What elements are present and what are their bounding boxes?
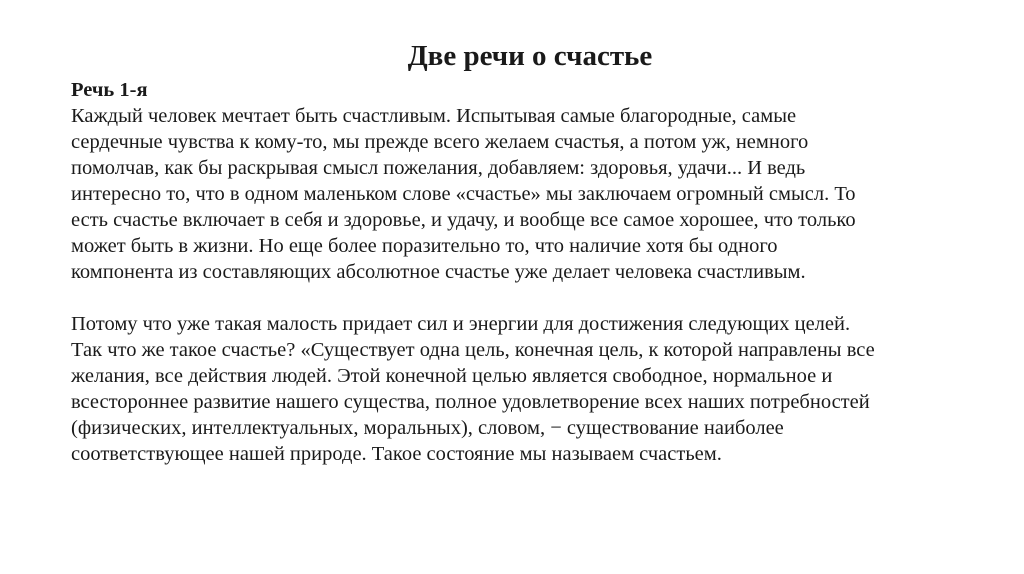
text-line: Потому что уже такая малость придает сил и энергии для достижения следующих целей. xyxy=(71,313,851,335)
speech-heading: Речь 1-я xyxy=(71,79,148,101)
text-line: есть счастье включает в себя и здоровье, и удачу, и вообще все самое хорошее, что только xyxy=(71,209,856,231)
text-line: может быть в жизни. Но еще более поразительно то, что наличие хотя бы одного xyxy=(71,235,778,257)
text-line: желания, все действия людей. Этой конечной целью является свободное, нормальное и xyxy=(71,365,833,387)
slide-body xyxy=(71,77,971,467)
text-line: (физических, интеллектуальных, моральных), словом, − существование наиболее xyxy=(71,417,784,439)
text-line: Каждый человек мечтает быть счастливым. Испытывая самые благородные, самые xyxy=(71,105,797,127)
text-line: сердечные чувства к кому-то, мы прежде всего желаем счастья, а потом уж, немного xyxy=(71,131,809,153)
paragraph-1 xyxy=(71,103,971,285)
paragraph-2 xyxy=(71,311,971,467)
text-line: помолчав, как бы раскрывая смысл пожелания, добавляем: здоровья, удачи... И ведь xyxy=(71,157,806,179)
paragraph-spacer xyxy=(71,285,971,311)
text-line: компонента из составляющих абсолютное счастье уже делает человека счастливым. xyxy=(71,261,806,283)
text-line: соответствующее нашей природе. Такое состояние мы называем счастьем. xyxy=(71,443,722,465)
slide-title: Две речи о счастье xyxy=(407,40,653,72)
text-line: всестороннее развитие нашего существа, полное удовлетворение всех наших потребностей xyxy=(71,391,870,413)
text-line: интересно то, что в одном маленьком слове «счастье» мы заключаем огромный смысл. То xyxy=(71,183,856,205)
text-line: Так что же такое счастье? «Существует одна цель, конечная цель, к которой направлены все xyxy=(71,339,875,361)
